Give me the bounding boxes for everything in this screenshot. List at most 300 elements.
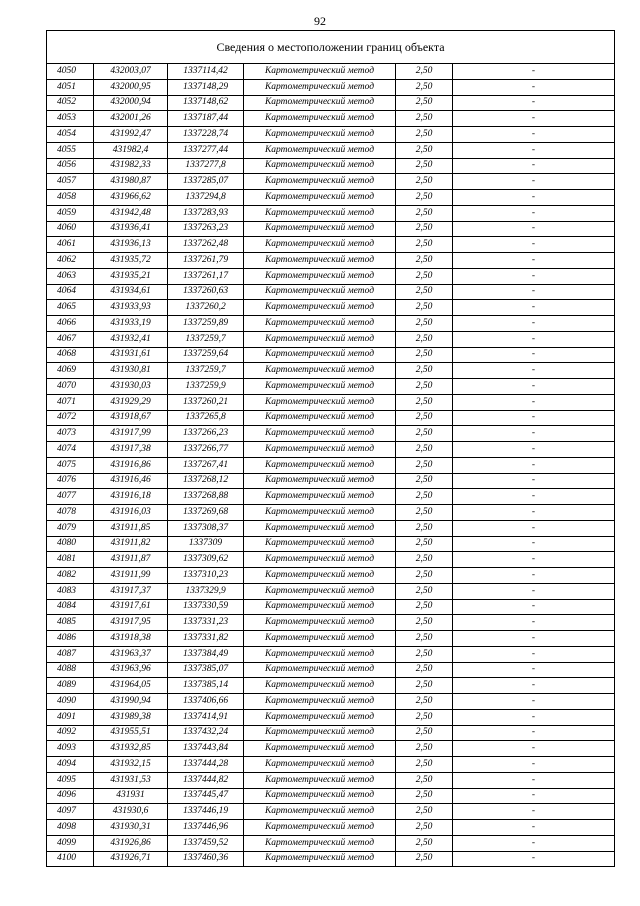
x-coordinate-cell: 431917,95 xyxy=(94,615,168,631)
x-coordinate-cell: 431916,86 xyxy=(94,457,168,473)
accuracy-cell: 2,50 xyxy=(396,64,453,80)
description-cell: - xyxy=(453,568,615,584)
x-coordinate-cell: 431916,18 xyxy=(94,489,168,505)
x-coordinate-cell: 431980,87 xyxy=(94,174,168,190)
point-number-cell: 4080 xyxy=(47,536,94,552)
y-coordinate-cell: 1337283,93 xyxy=(168,205,244,221)
y-coordinate-cell: 1337268,12 xyxy=(168,473,244,489)
method-cell: Картометрический метод xyxy=(244,410,396,426)
description-cell: - xyxy=(453,725,615,741)
table-row xyxy=(47,284,615,300)
table-row xyxy=(47,127,615,143)
accuracy-cell: 2,50 xyxy=(396,820,453,836)
description-cell: - xyxy=(453,284,615,300)
accuracy-cell: 2,50 xyxy=(396,237,453,253)
point-number-cell: 4070 xyxy=(47,379,94,395)
table-title: Сведения о местоположении границ объекта xyxy=(47,31,615,64)
table-row xyxy=(47,142,615,158)
table-row xyxy=(47,205,615,221)
method-cell: Картометрический метод xyxy=(244,363,396,379)
y-coordinate-cell: 1337261,79 xyxy=(168,253,244,269)
table-row xyxy=(47,851,615,867)
table-row xyxy=(47,599,615,615)
accuracy-cell: 2,50 xyxy=(396,111,453,127)
method-cell: Картометрический метод xyxy=(244,190,396,206)
accuracy-cell: 2,50 xyxy=(396,772,453,788)
y-coordinate-cell: 1337331,23 xyxy=(168,615,244,631)
table-row xyxy=(47,268,615,284)
x-coordinate-cell: 431935,21 xyxy=(94,268,168,284)
point-number-cell: 4058 xyxy=(47,190,94,206)
point-number-cell: 4093 xyxy=(47,741,94,757)
table-row xyxy=(47,79,615,95)
y-coordinate-cell: 1337308,37 xyxy=(168,520,244,536)
point-number-cell: 4066 xyxy=(47,316,94,332)
y-coordinate-cell: 1337446,96 xyxy=(168,820,244,836)
x-coordinate-cell: 432003,07 xyxy=(94,64,168,80)
y-coordinate-cell: 1337114,42 xyxy=(168,64,244,80)
method-cell: Картометрический метод xyxy=(244,662,396,678)
accuracy-cell: 2,50 xyxy=(396,95,453,111)
y-coordinate-cell: 1337148,62 xyxy=(168,95,244,111)
point-number-cell: 4089 xyxy=(47,678,94,694)
point-number-cell: 4071 xyxy=(47,394,94,410)
y-coordinate-cell: 1337259,89 xyxy=(168,316,244,332)
accuracy-cell: 2,50 xyxy=(396,221,453,237)
table-row xyxy=(47,300,615,316)
x-coordinate-cell: 431982,33 xyxy=(94,158,168,174)
method-cell: Картометрический метод xyxy=(244,316,396,332)
y-coordinate-cell: 1337259,9 xyxy=(168,379,244,395)
method-cell: Картометрический метод xyxy=(244,599,396,615)
x-coordinate-cell: 431966,62 xyxy=(94,190,168,206)
point-number-cell: 4064 xyxy=(47,284,94,300)
accuracy-cell: 2,50 xyxy=(396,583,453,599)
x-coordinate-cell: 431917,37 xyxy=(94,583,168,599)
accuracy-cell: 2,50 xyxy=(396,410,453,426)
method-cell: Картометрический метод xyxy=(244,757,396,773)
y-coordinate-cell: 1337268,88 xyxy=(168,489,244,505)
table-row xyxy=(47,410,615,426)
accuracy-cell: 2,50 xyxy=(396,426,453,442)
y-coordinate-cell: 1337259,64 xyxy=(168,347,244,363)
description-cell: - xyxy=(453,757,615,773)
method-cell: Картометрический метод xyxy=(244,127,396,143)
method-cell: Картометрический метод xyxy=(244,489,396,505)
x-coordinate-cell: 431918,38 xyxy=(94,631,168,647)
method-cell: Картометрический метод xyxy=(244,347,396,363)
method-cell: Картометрический метод xyxy=(244,142,396,158)
method-cell: Картометрический метод xyxy=(244,457,396,473)
method-cell: Картометрический метод xyxy=(244,95,396,111)
method-cell: Картометрический метод xyxy=(244,820,396,836)
table-row xyxy=(47,505,615,521)
table-row xyxy=(47,111,615,127)
method-cell: Картометрический метод xyxy=(244,394,396,410)
table-row xyxy=(47,709,615,725)
accuracy-cell: 2,50 xyxy=(396,127,453,143)
x-coordinate-cell: 431916,03 xyxy=(94,505,168,521)
y-coordinate-cell: 1337432,24 xyxy=(168,725,244,741)
description-cell: - xyxy=(453,237,615,253)
accuracy-cell: 2,50 xyxy=(396,473,453,489)
accuracy-cell: 2,50 xyxy=(396,300,453,316)
point-number-cell: 4052 xyxy=(47,95,94,111)
point-number-cell: 4084 xyxy=(47,599,94,615)
method-cell: Картометрический метод xyxy=(244,300,396,316)
x-coordinate-cell: 431926,86 xyxy=(94,835,168,851)
table-row xyxy=(47,757,615,773)
x-coordinate-cell: 431911,82 xyxy=(94,536,168,552)
point-number-cell: 4075 xyxy=(47,457,94,473)
description-cell: - xyxy=(453,300,615,316)
method-cell: Картометрический метод xyxy=(244,709,396,725)
x-coordinate-cell: 431935,72 xyxy=(94,253,168,269)
x-coordinate-cell: 431932,15 xyxy=(94,757,168,773)
y-coordinate-cell: 1337309 xyxy=(168,536,244,552)
accuracy-cell: 2,50 xyxy=(396,741,453,757)
table-row xyxy=(47,394,615,410)
x-coordinate-cell: 431917,61 xyxy=(94,599,168,615)
accuracy-cell: 2,50 xyxy=(396,505,453,521)
description-cell: - xyxy=(453,820,615,836)
method-cell: Картометрический метод xyxy=(244,851,396,867)
y-coordinate-cell: 1337266,23 xyxy=(168,426,244,442)
y-coordinate-cell: 1337285,07 xyxy=(168,174,244,190)
method-cell: Картометрический метод xyxy=(244,583,396,599)
point-number-cell: 4088 xyxy=(47,662,94,678)
accuracy-cell: 2,50 xyxy=(396,615,453,631)
y-coordinate-cell: 1337262,48 xyxy=(168,237,244,253)
x-coordinate-cell: 431955,51 xyxy=(94,725,168,741)
x-coordinate-cell: 431964,05 xyxy=(94,678,168,694)
description-cell: - xyxy=(453,489,615,505)
point-number-cell: 4053 xyxy=(47,111,94,127)
y-coordinate-cell: 1337385,14 xyxy=(168,678,244,694)
description-cell: - xyxy=(453,190,615,206)
description-cell: - xyxy=(453,158,615,174)
method-cell: Картометрический метод xyxy=(244,426,396,442)
accuracy-cell: 2,50 xyxy=(396,568,453,584)
x-coordinate-cell: 431963,96 xyxy=(94,662,168,678)
x-coordinate-cell: 431930,81 xyxy=(94,363,168,379)
accuracy-cell: 2,50 xyxy=(396,662,453,678)
description-cell: - xyxy=(453,111,615,127)
description-cell: - xyxy=(453,473,615,489)
point-number-cell: 4091 xyxy=(47,709,94,725)
point-number-cell: 4079 xyxy=(47,520,94,536)
y-coordinate-cell: 1337446,19 xyxy=(168,804,244,820)
description-cell: - xyxy=(453,205,615,221)
x-coordinate-cell: 431911,85 xyxy=(94,520,168,536)
description-cell: - xyxy=(453,363,615,379)
y-coordinate-cell: 1337260,63 xyxy=(168,284,244,300)
accuracy-cell: 2,50 xyxy=(396,788,453,804)
x-coordinate-cell: 431918,67 xyxy=(94,410,168,426)
table-row xyxy=(47,363,615,379)
table-row xyxy=(47,615,615,631)
x-coordinate-cell: 431930,31 xyxy=(94,820,168,836)
y-coordinate-cell: 1337259,7 xyxy=(168,363,244,379)
description-cell: - xyxy=(453,127,615,143)
x-coordinate-cell: 431989,38 xyxy=(94,709,168,725)
y-coordinate-cell: 1337444,28 xyxy=(168,757,244,773)
table-row xyxy=(47,552,615,568)
method-cell: Картометрический метод xyxy=(244,552,396,568)
method-cell: Картометрический метод xyxy=(244,284,396,300)
boundary-table xyxy=(46,30,615,867)
accuracy-cell: 2,50 xyxy=(396,725,453,741)
point-number-cell: 4081 xyxy=(47,552,94,568)
table-row xyxy=(47,95,615,111)
accuracy-cell: 2,50 xyxy=(396,694,453,710)
x-coordinate-cell: 431936,41 xyxy=(94,221,168,237)
point-number-cell: 4085 xyxy=(47,615,94,631)
y-coordinate-cell: 1337269,68 xyxy=(168,505,244,521)
x-coordinate-cell: 431933,19 xyxy=(94,316,168,332)
x-coordinate-cell: 432001,26 xyxy=(94,111,168,127)
y-coordinate-cell: 1337294,8 xyxy=(168,190,244,206)
table-row xyxy=(47,316,615,332)
table-row xyxy=(47,473,615,489)
table-row xyxy=(47,694,615,710)
method-cell: Картометрический метод xyxy=(244,205,396,221)
table-row xyxy=(47,64,615,80)
y-coordinate-cell: 1337259,7 xyxy=(168,331,244,347)
table-row xyxy=(47,489,615,505)
table-row xyxy=(47,347,615,363)
point-number-cell: 4083 xyxy=(47,583,94,599)
point-number-cell: 4061 xyxy=(47,237,94,253)
description-cell: - xyxy=(453,694,615,710)
description-cell: - xyxy=(453,536,615,552)
x-coordinate-cell: 431917,38 xyxy=(94,442,168,458)
description-cell: - xyxy=(453,79,615,95)
point-number-cell: 4051 xyxy=(47,79,94,95)
accuracy-cell: 2,50 xyxy=(396,442,453,458)
point-number-cell: 4062 xyxy=(47,253,94,269)
y-coordinate-cell: 1337260,21 xyxy=(168,394,244,410)
y-coordinate-cell: 1337330,59 xyxy=(168,599,244,615)
description-cell: - xyxy=(453,788,615,804)
point-number-cell: 4057 xyxy=(47,174,94,190)
description-cell: - xyxy=(453,662,615,678)
table-body xyxy=(47,64,615,867)
description-cell: - xyxy=(453,142,615,158)
x-coordinate-cell: 431931 xyxy=(94,788,168,804)
point-number-cell: 4059 xyxy=(47,205,94,221)
accuracy-cell: 2,50 xyxy=(396,804,453,820)
table-row xyxy=(47,221,615,237)
point-number-cell: 4068 xyxy=(47,347,94,363)
table-row xyxy=(47,253,615,269)
point-number-cell: 4094 xyxy=(47,757,94,773)
description-cell: - xyxy=(453,835,615,851)
y-coordinate-cell: 1337443,84 xyxy=(168,741,244,757)
accuracy-cell: 2,50 xyxy=(396,631,453,647)
point-number-cell: 4055 xyxy=(47,142,94,158)
table-row xyxy=(47,379,615,395)
accuracy-cell: 2,50 xyxy=(396,520,453,536)
description-cell: - xyxy=(453,253,615,269)
table-row xyxy=(47,788,615,804)
table-row xyxy=(47,426,615,442)
y-coordinate-cell: 1337277,44 xyxy=(168,142,244,158)
method-cell: Картометрический метод xyxy=(244,331,396,347)
description-cell: - xyxy=(453,442,615,458)
method-cell: Картометрический метод xyxy=(244,442,396,458)
point-number-cell: 4076 xyxy=(47,473,94,489)
x-coordinate-cell: 431934,61 xyxy=(94,284,168,300)
accuracy-cell: 2,50 xyxy=(396,331,453,347)
point-number-cell: 4082 xyxy=(47,568,94,584)
method-cell: Картометрический метод xyxy=(244,473,396,489)
table-row xyxy=(47,331,615,347)
table-row xyxy=(47,741,615,757)
point-number-cell: 4096 xyxy=(47,788,94,804)
x-coordinate-cell: 431932,85 xyxy=(94,741,168,757)
method-cell: Картометрический метод xyxy=(244,646,396,662)
description-cell: - xyxy=(453,64,615,80)
description-cell: - xyxy=(453,426,615,442)
method-cell: Картометрический метод xyxy=(244,568,396,584)
accuracy-cell: 2,50 xyxy=(396,190,453,206)
point-number-cell: 4069 xyxy=(47,363,94,379)
table-row xyxy=(47,835,615,851)
description-cell: - xyxy=(453,804,615,820)
method-cell: Картометрический метод xyxy=(244,174,396,190)
method-cell: Картометрический метод xyxy=(244,835,396,851)
description-cell: - xyxy=(453,347,615,363)
accuracy-cell: 2,50 xyxy=(396,79,453,95)
y-coordinate-cell: 1337460,36 xyxy=(168,851,244,867)
description-cell: - xyxy=(453,316,615,332)
method-cell: Картометрический метод xyxy=(244,505,396,521)
accuracy-cell: 2,50 xyxy=(396,394,453,410)
point-number-cell: 4067 xyxy=(47,331,94,347)
accuracy-cell: 2,50 xyxy=(396,646,453,662)
method-cell: Картометрический метод xyxy=(244,111,396,127)
x-coordinate-cell: 431926,71 xyxy=(94,851,168,867)
description-cell: - xyxy=(453,268,615,284)
accuracy-cell: 2,50 xyxy=(396,316,453,332)
y-coordinate-cell: 1337444,82 xyxy=(168,772,244,788)
description-cell: - xyxy=(453,552,615,568)
description-cell: - xyxy=(453,457,615,473)
accuracy-cell: 2,50 xyxy=(396,835,453,851)
x-coordinate-cell: 431911,87 xyxy=(94,552,168,568)
x-coordinate-cell: 431982,4 xyxy=(94,142,168,158)
description-cell: - xyxy=(453,772,615,788)
method-cell: Картометрический метод xyxy=(244,253,396,269)
x-coordinate-cell: 431911,99 xyxy=(94,568,168,584)
y-coordinate-cell: 1337187,44 xyxy=(168,111,244,127)
x-coordinate-cell: 432000,95 xyxy=(94,79,168,95)
accuracy-cell: 2,50 xyxy=(396,174,453,190)
x-coordinate-cell: 431916,46 xyxy=(94,473,168,489)
y-coordinate-cell: 1337445,47 xyxy=(168,788,244,804)
point-number-cell: 4077 xyxy=(47,489,94,505)
table-row xyxy=(47,804,615,820)
description-cell: - xyxy=(453,505,615,521)
x-coordinate-cell: 431963,37 xyxy=(94,646,168,662)
description-cell: - xyxy=(453,851,615,867)
y-coordinate-cell: 1337266,77 xyxy=(168,442,244,458)
x-coordinate-cell: 431990,94 xyxy=(94,694,168,710)
description-cell: - xyxy=(453,520,615,536)
accuracy-cell: 2,50 xyxy=(396,363,453,379)
table-row xyxy=(47,583,615,599)
x-coordinate-cell: 431936,13 xyxy=(94,237,168,253)
table-row xyxy=(47,536,615,552)
x-coordinate-cell: 431942,48 xyxy=(94,205,168,221)
method-cell: Картометрический метод xyxy=(244,694,396,710)
accuracy-cell: 2,50 xyxy=(396,284,453,300)
accuracy-cell: 2,50 xyxy=(396,599,453,615)
point-number-cell: 4073 xyxy=(47,426,94,442)
x-coordinate-cell: 431931,53 xyxy=(94,772,168,788)
point-number-cell: 4065 xyxy=(47,300,94,316)
y-coordinate-cell: 1337148,29 xyxy=(168,79,244,95)
point-number-cell: 4072 xyxy=(47,410,94,426)
point-number-cell: 4100 xyxy=(47,851,94,867)
description-cell: - xyxy=(453,221,615,237)
method-cell: Картометрический метод xyxy=(244,379,396,395)
description-cell: - xyxy=(453,709,615,725)
accuracy-cell: 2,50 xyxy=(396,709,453,725)
page-number: 92 xyxy=(314,14,326,28)
point-number-cell: 4087 xyxy=(47,646,94,662)
accuracy-cell: 2,50 xyxy=(396,457,453,473)
x-coordinate-cell: 432000,94 xyxy=(94,95,168,111)
method-cell: Картометрический метод xyxy=(244,804,396,820)
y-coordinate-cell: 1337384,49 xyxy=(168,646,244,662)
accuracy-cell: 2,50 xyxy=(396,536,453,552)
accuracy-cell: 2,50 xyxy=(396,205,453,221)
description-cell: - xyxy=(453,331,615,347)
method-cell: Картометрический метод xyxy=(244,536,396,552)
point-number-cell: 4074 xyxy=(47,442,94,458)
method-cell: Картометрический метод xyxy=(244,725,396,741)
method-cell: Картометрический метод xyxy=(244,520,396,536)
point-number-cell: 4050 xyxy=(47,64,94,80)
description-cell: - xyxy=(453,95,615,111)
y-coordinate-cell: 1337260,2 xyxy=(168,300,244,316)
x-coordinate-cell: 431917,99 xyxy=(94,426,168,442)
description-cell: - xyxy=(453,678,615,694)
description-cell: - xyxy=(453,599,615,615)
y-coordinate-cell: 1337310,23 xyxy=(168,568,244,584)
table-row xyxy=(47,772,615,788)
table-row xyxy=(47,457,615,473)
accuracy-cell: 2,50 xyxy=(396,379,453,395)
point-number-cell: 4095 xyxy=(47,772,94,788)
x-coordinate-cell: 431931,61 xyxy=(94,347,168,363)
y-coordinate-cell: 1337331,82 xyxy=(168,631,244,647)
table-row xyxy=(47,174,615,190)
method-cell: Картометрический метод xyxy=(244,268,396,284)
y-coordinate-cell: 1337267,41 xyxy=(168,457,244,473)
y-coordinate-cell: 1337414,91 xyxy=(168,709,244,725)
method-cell: Картометрический метод xyxy=(244,237,396,253)
description-cell: - xyxy=(453,631,615,647)
point-number-cell: 4098 xyxy=(47,820,94,836)
y-coordinate-cell: 1337406,66 xyxy=(168,694,244,710)
method-cell: Картометрический метод xyxy=(244,158,396,174)
y-coordinate-cell: 1337309,62 xyxy=(168,552,244,568)
table-row xyxy=(47,237,615,253)
point-number-cell: 4078 xyxy=(47,505,94,521)
